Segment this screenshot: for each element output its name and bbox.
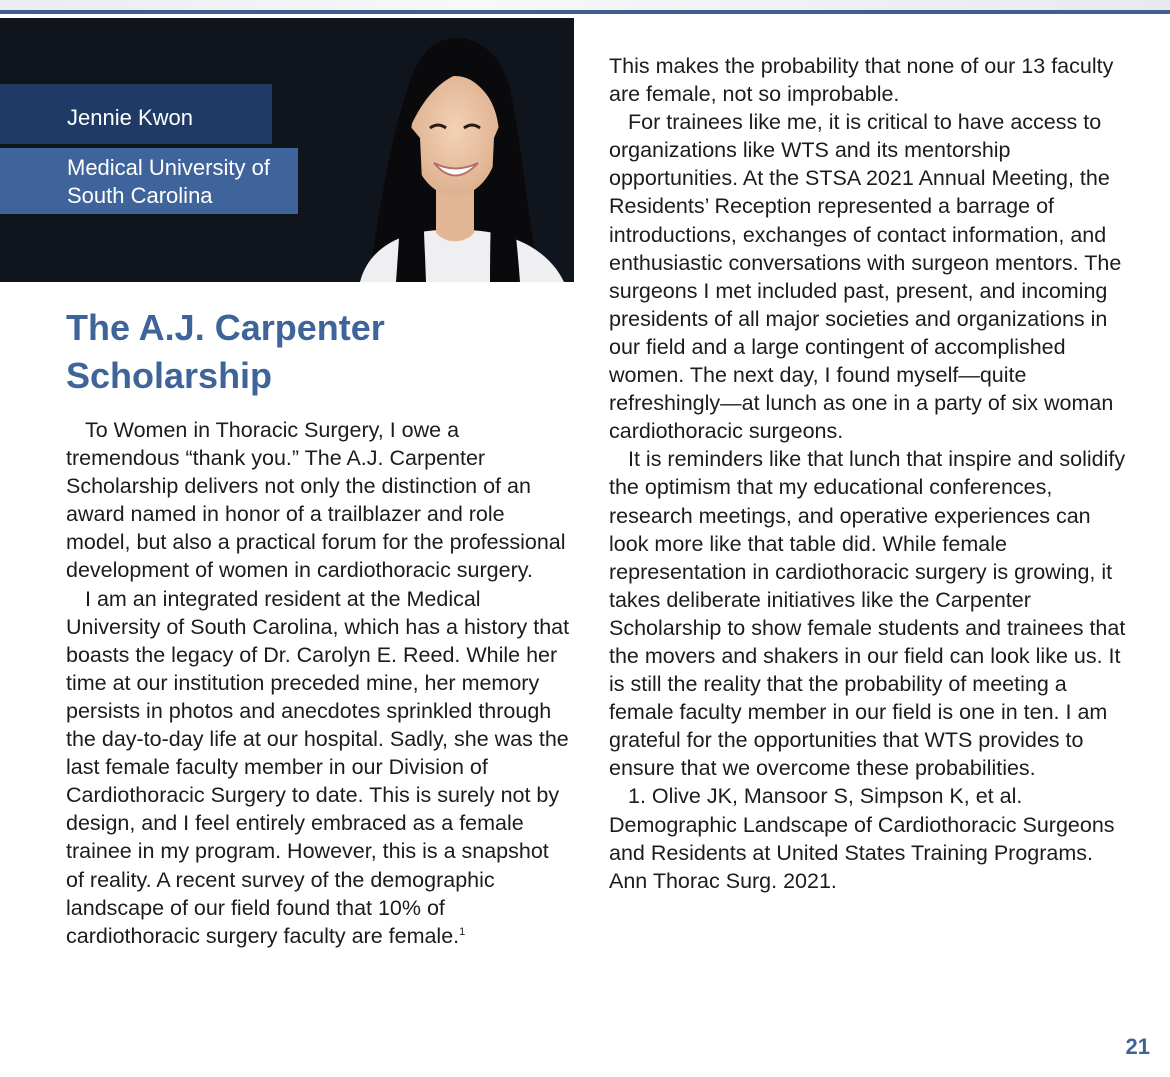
top-rule-accent: [0, 10, 1170, 14]
paragraph-2-text: I am an integrated resident at the Medical University of South Carolina, which has a history that boasts the legacy of Dr. Carolyn E. Reed. While her time at our institution preceded mine, her memory persists in photos and anecdotes sprinkled through the day-to-day life at our hospital. Sadly, she was the last female faculty member in our Division of Cardiothoracic Surgery to date. This is surely not by design, and I feel entirely embraced as a female trainee in my program. However, this is a snapshot of reality. A recent survey of the demographic landscape of our field found that 10% of cardiothoracic surgery faculty are female.: [66, 586, 570, 948]
author-portrait: [350, 18, 574, 282]
top-rule: [0, 0, 1170, 14]
footnote-marker: 1: [459, 925, 466, 938]
author-affiliation: Medical University of South Carolina: [67, 155, 270, 208]
paragraph-5: It is reminders like that lunch that inspire and solidify the optimism that my educational conferences, research meetings, and operative experiences can look more like that table did. While female representation in cardiothoracic surgery is growing, it takes deliberate initiatives like the Carpenter Scholarship to show female students and trainees that the movers and shakers in our field can look like us. It is still the reality that the probability of meeting a female faculty member in our field is one in ten. I am grateful for the opportunities that WTS provides to ensure that we overcome these probabilities.: [609, 447, 1126, 781]
reference-1: 1. Olive JK, Mansoor S, Simpson K, et al. Demographic Landscape of Cardiothoracic Surgeons and Residents at United States Training Programs. Ann Thorac Surg. 2021.: [609, 784, 1115, 893]
paragraph-2: [66, 585, 571, 950]
article-column-left: [66, 416, 571, 950]
paragraph-1: To Women in Thoracic Surgery, I owe a tremendous “thank you.” The A.J. Carpenter Scholarship delivers not only the distinction of an award named in honor of a trailblazer and role model, but also a practical forum for the professional development of women in cardiothoracic surgery.: [66, 418, 566, 583]
article-column-right: [609, 52, 1129, 895]
article-title: The A.J. Carpenter Scholarship: [66, 307, 385, 396]
paragraph-4: For trainees like me, it is critical to have access to organizations like WTS and its mentorship opportunities. At the STSA 2021 Annual Meeting, the Residents’ Reception represented a barrage of introductions, exchanges of contact information, and enthusiastic conversations with surgeon mentors. The surgeons I met included past, present, and incoming presidents of all major societies and organizations in our field and a large contingent of accomplished women. The next day, I found myself—quite refreshingly—at lunch as one in a party of six woman cardiothoracic surgeons.: [609, 110, 1122, 444]
author-name: Jennie Kwon: [67, 105, 193, 130]
page-number: 21: [1125, 1034, 1150, 1059]
author-banner: [0, 18, 574, 282]
paragraph-3: This makes the probability that none of our 13 faculty are female, not so improbable.: [609, 54, 1114, 107]
